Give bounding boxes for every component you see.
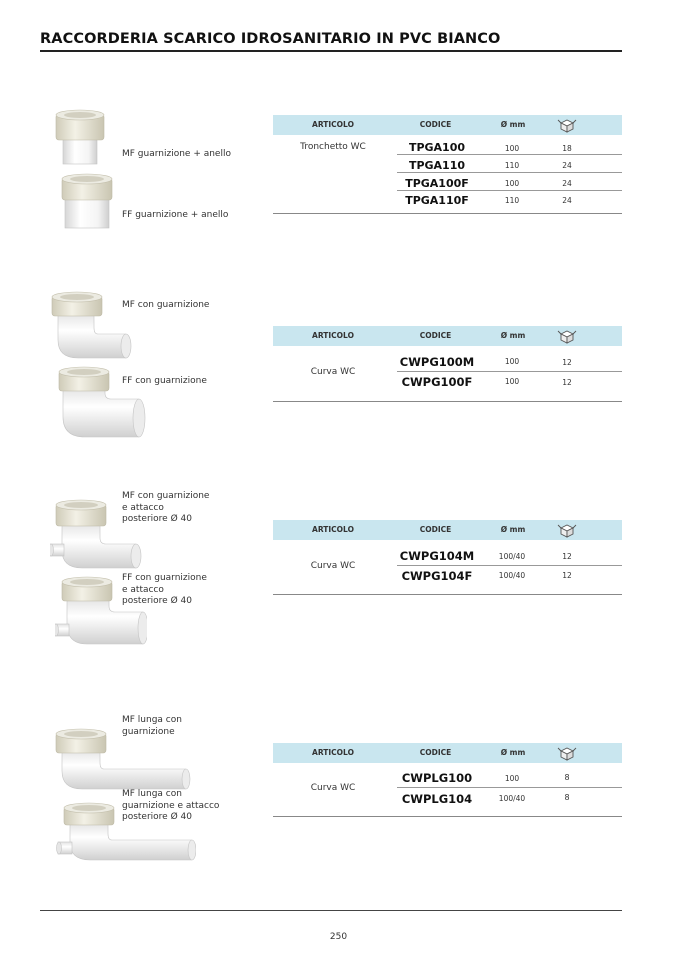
header-articolo: ARTICOLO: [312, 525, 354, 534]
header-codice: CODICE: [419, 748, 452, 757]
table-bottom-rule: [273, 594, 622, 595]
table-row: [397, 139, 622, 155]
table-header: [273, 326, 622, 346]
table-bottom-rule: [273, 816, 622, 817]
table-row: [397, 788, 622, 808]
straight-connector-mf-image: [52, 108, 108, 166]
page-title: RACCORDERIA SCARICO IDROSANITARIO IN PVC BIANCO: [40, 31, 501, 47]
caption-tronchetto-ff: FF guarnizione + anello: [122, 210, 229, 220]
footer-divider: [40, 910, 622, 911]
table-row: [397, 566, 622, 586]
diameter-cell: 110: [504, 196, 520, 205]
table-body: [273, 346, 622, 402]
diameter-cell: 110: [504, 161, 520, 170]
code-cell: TPGA110: [408, 159, 466, 172]
diameter-cell: 100: [504, 179, 520, 188]
code-cell: CWPLG100: [401, 771, 473, 785]
quantity-cell: 8: [564, 793, 570, 802]
product-table-curva-wc: [273, 326, 622, 402]
title-divider: [40, 50, 622, 52]
code-cell: TPGA100F: [405, 177, 469, 190]
header-diameter: Ø mm: [500, 331, 526, 340]
code-cell: TPGA110F: [405, 194, 469, 207]
caption-curva-attacco-mf: MF con guarnizione e attacco posteriore Ø 40: [122, 491, 210, 524]
caption-curva-lunga: MF lunga con guarnizione: [122, 715, 182, 737]
caption-curva-attacco-ff: FF con guarnizione e attacco posteriore Ø 40: [122, 573, 207, 606]
table-row: [397, 155, 622, 173]
diameter-cell: 100: [504, 357, 520, 366]
caption-curva-lunga-attacco: MF lunga con guarnizione e attacco posteriore Ø 40: [122, 789, 220, 822]
diameter-cell: 100/40: [498, 571, 526, 580]
straight-connector-ff-image: [59, 172, 115, 230]
box-icon: [553, 328, 581, 344]
quantity-cell: 8: [564, 773, 570, 782]
quantity-cell: 12: [562, 571, 572, 580]
header-articolo: ARTICOLO: [312, 120, 354, 129]
articolo-cell: Curva WC: [310, 561, 356, 571]
table-header: [273, 743, 622, 763]
quantity-cell: 18: [562, 144, 572, 153]
code-cell: CWPG104F: [401, 569, 473, 583]
code-cell: TPGA100: [408, 141, 466, 154]
quantity-cell: 12: [562, 358, 572, 367]
header-codice: CODICE: [419, 331, 452, 340]
table-body: [273, 763, 622, 817]
articolo-cell: Tronchetto WC: [300, 142, 366, 152]
quantity-cell: 12: [562, 552, 572, 561]
table-row: [397, 191, 622, 208]
table-row: [397, 351, 622, 372]
header-diameter: Ø mm: [500, 748, 526, 757]
box-icon: [553, 522, 581, 538]
code-cell: CWPG104M: [399, 549, 475, 563]
header-diameter: Ø mm: [500, 120, 526, 129]
table-row: [397, 768, 622, 788]
diameter-cell: 100: [504, 774, 520, 783]
box-icon: [553, 117, 581, 133]
header-articolo: ARTICOLO: [312, 331, 354, 340]
caption-curva-mf: MF con guarnizione: [122, 300, 210, 310]
caption-tronchetto-mf: MF guarnizione + anello: [122, 149, 231, 159]
articolo-cell: Curva WC: [310, 783, 356, 793]
header-diameter: Ø mm: [500, 525, 526, 534]
diameter-cell: 100: [504, 377, 520, 386]
code-cell: CWPG100F: [401, 375, 473, 389]
header-codice: CODICE: [419, 120, 452, 129]
caption-curva-ff: FF con guarnizione: [122, 376, 207, 386]
header-codice: CODICE: [419, 525, 452, 534]
box-icon: [553, 745, 581, 761]
code-cell: CWPG100M: [399, 355, 475, 369]
quantity-cell: 12: [562, 378, 572, 387]
quantity-cell: 24: [562, 161, 572, 170]
quantity-cell: 24: [562, 196, 572, 205]
page-number: 250: [329, 932, 348, 942]
table-bottom-rule: [273, 401, 622, 402]
product-table-curva-wc-attacco: [273, 520, 622, 595]
table-header: [273, 115, 622, 135]
header-articolo: ARTICOLO: [312, 748, 354, 757]
table-body: [273, 135, 622, 213]
table-header: [273, 520, 622, 540]
diameter-cell: 100/40: [498, 794, 526, 803]
diameter-cell: 100/40: [498, 552, 526, 561]
table-bottom-rule: [273, 213, 622, 214]
product-table-tronchetto: [273, 115, 622, 213]
table-row: [397, 372, 622, 392]
quantity-cell: 24: [562, 179, 572, 188]
table-body: [273, 540, 622, 595]
diameter-cell: 100: [504, 144, 520, 153]
product-table-curva-wc-lunga: [273, 743, 622, 817]
table-row: [397, 173, 622, 191]
articolo-cell: Curva WC: [310, 367, 356, 377]
code-cell: CWPLG104: [401, 792, 473, 806]
table-row: [397, 546, 622, 566]
